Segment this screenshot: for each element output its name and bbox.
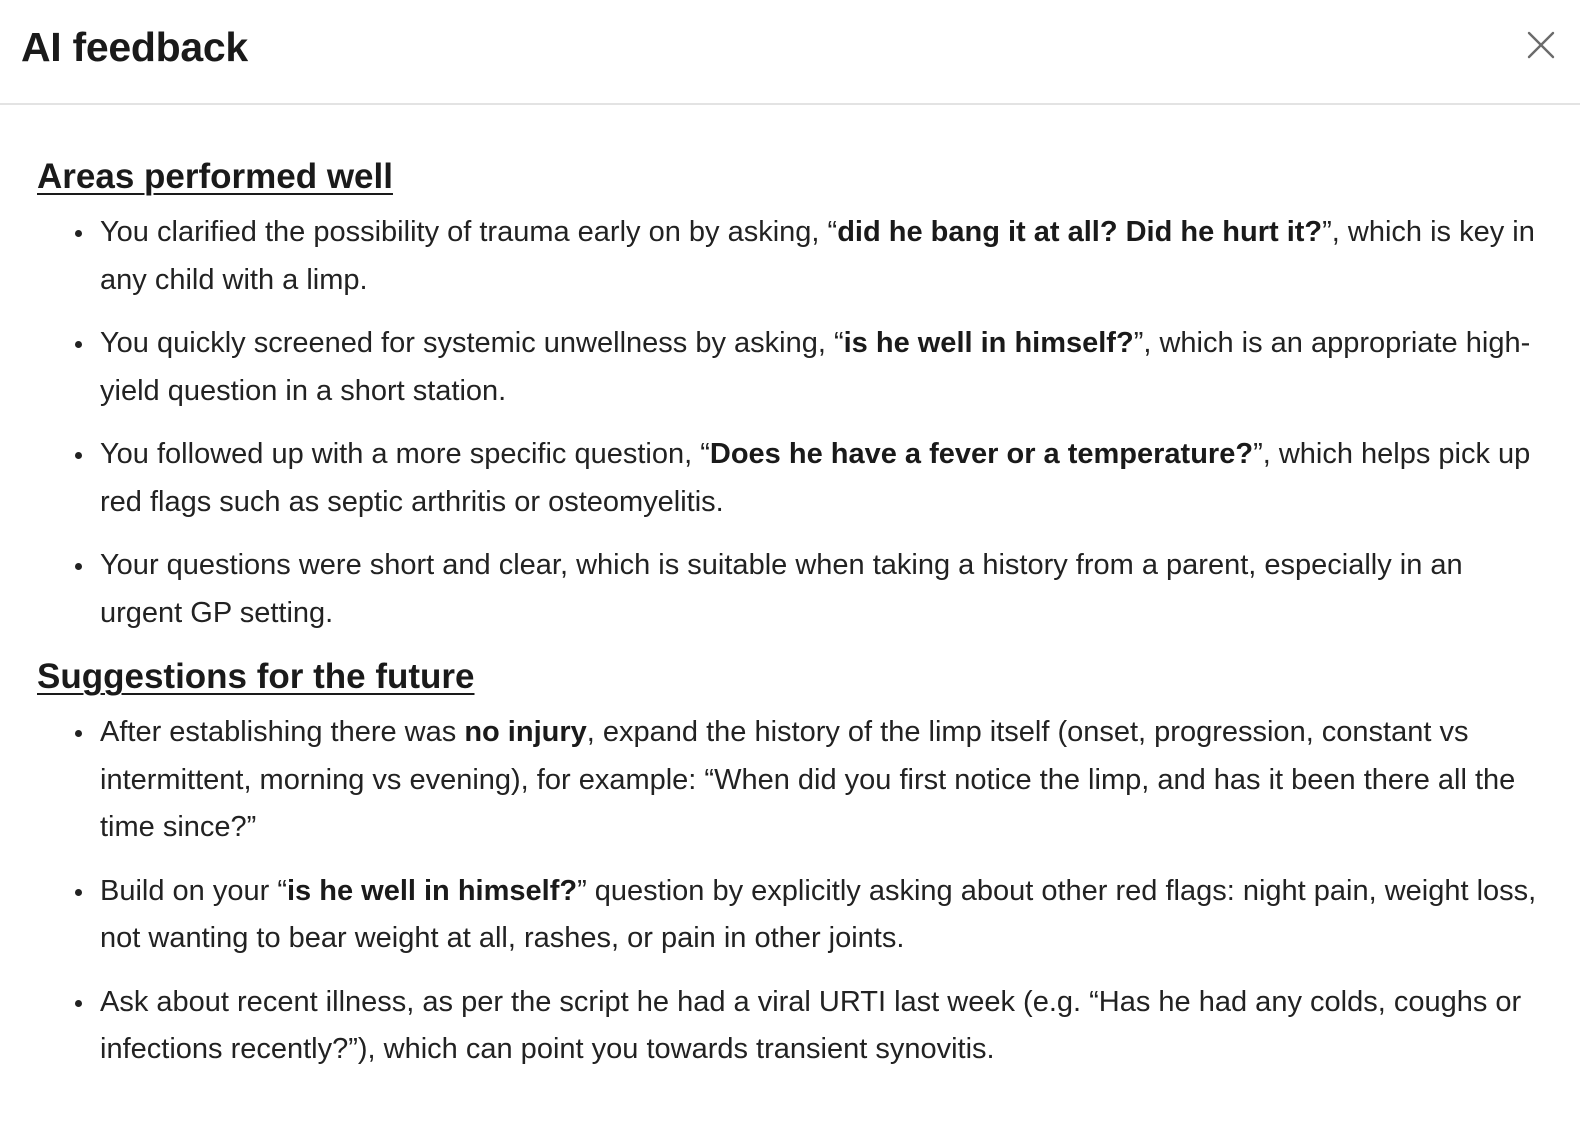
section-heading-areas-performed-well: Areas performed well: [37, 157, 393, 196]
close-icon: [1524, 28, 1558, 62]
list-item: [100, 542, 1540, 637]
list-item: [100, 431, 1540, 526]
list-item: [100, 868, 1540, 963]
modal-title: AI feedback: [21, 24, 248, 70]
item-text: You quickly screened for systemic unwellness by asking, “: [100, 327, 844, 359]
list-item: [100, 209, 1540, 304]
item-quote: did he bang it at all? Did he hurt it?: [837, 216, 1323, 248]
modal-body: [0, 105, 1580, 1074]
item-text: Ask about recent illness, as per the script he had a viral URTI last week (e.g. “Has he had any colds, coughs or infections recently?”), which can point you towards transient synovitis.: [100, 985, 1522, 1065]
section-heading-suggestions: Suggestions for the future: [37, 657, 475, 696]
strengths-list: [37, 209, 1540, 637]
item-text: Your questions were short and clear, which is suitable when taking a history from a parent, especially in an urgent GP setting.: [100, 549, 1463, 629]
item-text: ”, which is key in any child with a limp.: [100, 216, 1535, 296]
item-emphasis: no injury: [464, 716, 587, 748]
suggestions-list: [37, 709, 1540, 1074]
modal-header: [0, 0, 1580, 105]
item-quote: is he well in himself?: [287, 874, 578, 907]
item-text: You followed up with a more specific question, “: [100, 438, 710, 470]
item-text: Build on your “: [100, 874, 287, 907]
list-item: [100, 709, 1540, 852]
item-text: ” question by explicitly asking about other red flags: night pain, weight loss, not wanting to bear weight at all, rashes, or pain in other joints.: [100, 874, 1537, 954]
item-quote: is he well in himself?: [843, 327, 1134, 359]
item-text: ”, which helps pick up red flags such as septic arthritis or osteomyelitis.: [100, 438, 1531, 518]
item-text: ”, which is an appropriate high-yield question in a short station.: [100, 327, 1531, 407]
list-item: [100, 320, 1540, 415]
item-text: After establishing there was: [100, 716, 465, 748]
close-button[interactable]: [1524, 28, 1558, 62]
item-text: , expand the history of the limp itself (onset, progression, constant vs intermittent, morning vs evening), for example: “When did you first notice the limp, and has it been there all the time since?”: [100, 716, 1516, 843]
item-text: You clarified the possibility of trauma early on by asking, “: [100, 216, 838, 248]
list-item: [100, 979, 1540, 1074]
item-quote: Does he have a fever or a temperature?: [709, 438, 1254, 470]
